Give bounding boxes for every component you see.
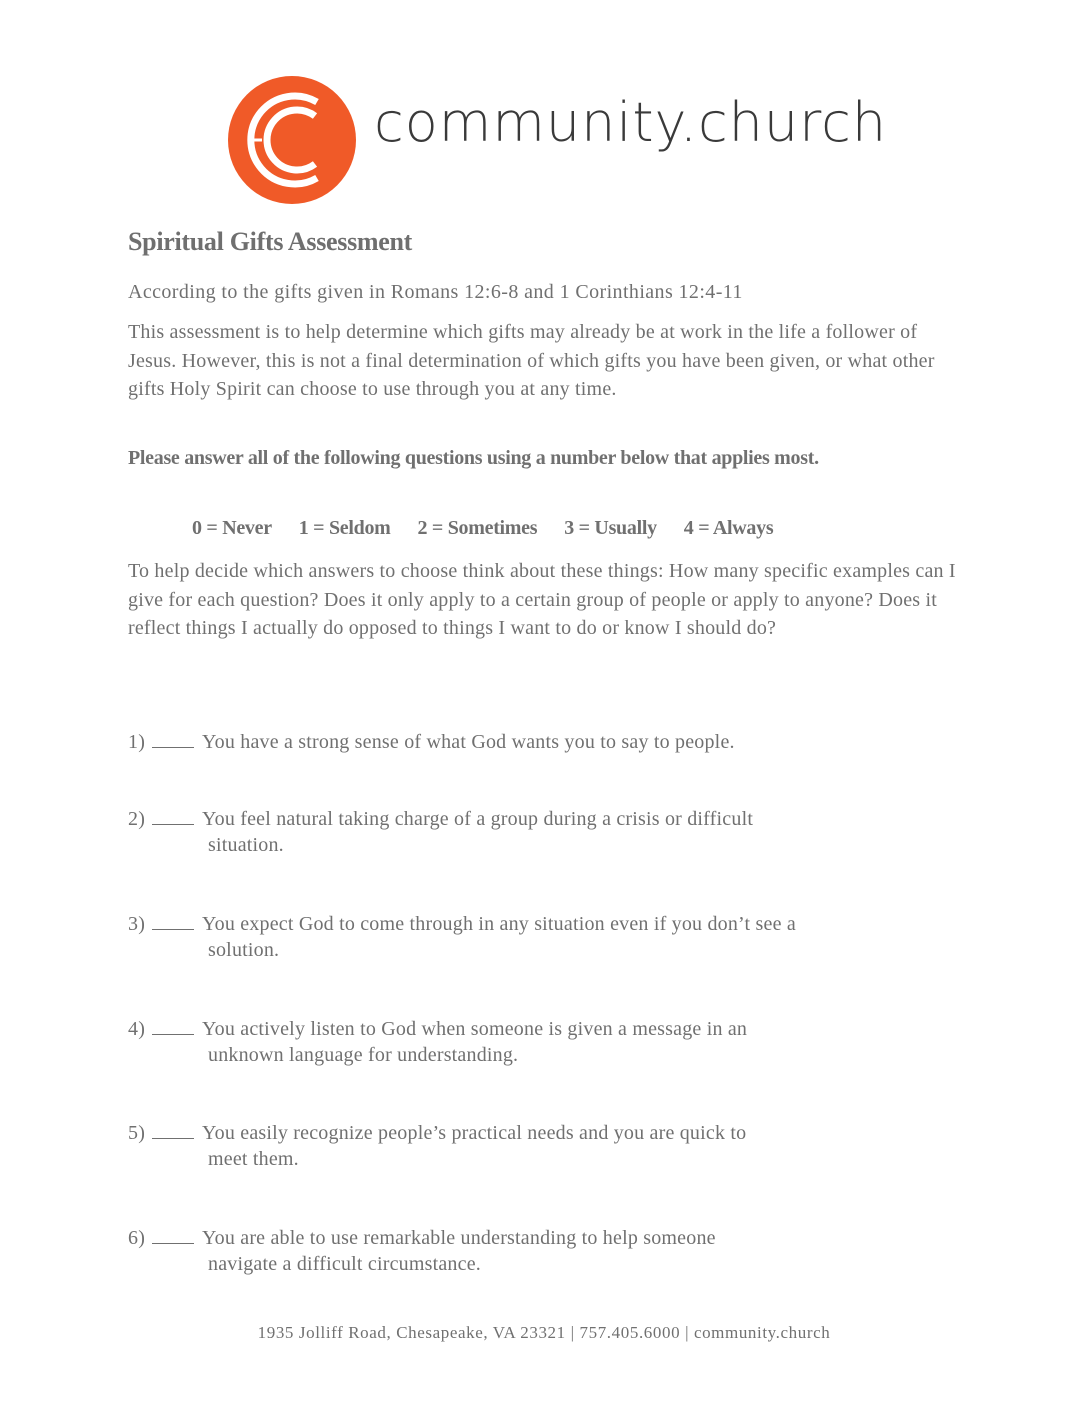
question-item bbox=[128, 1016, 968, 1068]
question-item bbox=[128, 729, 968, 755]
question-item bbox=[128, 1225, 968, 1277]
question-number: 6) bbox=[128, 1227, 146, 1249]
church-logo bbox=[226, 74, 888, 206]
footer-separator: | bbox=[685, 1323, 690, 1342]
answer-blank[interactable] bbox=[152, 806, 194, 825]
rating-scale bbox=[192, 514, 800, 542]
guidance-paragraph: To help decide which answers to choose think about these things: How many specific examples can I give for each question? Does it only apply to a certain group of people or apply to anyone? Does it reflect things I actually do opposed to things I want to do or know I should do? bbox=[128, 560, 956, 640]
footer-phone: 757.405.6000 bbox=[579, 1323, 681, 1342]
question-number: 5) bbox=[128, 1122, 146, 1144]
question-text: You are able to use remarkable understanding to help someone bbox=[202, 1227, 716, 1249]
question-number: 4) bbox=[128, 1018, 146, 1040]
question-text-continued: situation. bbox=[208, 834, 284, 856]
instruction-text: Please answer all of the following questions using a number below that applies most. bbox=[128, 447, 819, 469]
scale-item: 2 = Sometimes bbox=[417, 517, 538, 539]
question-number: 2) bbox=[128, 808, 146, 830]
answer-blank[interactable] bbox=[152, 1120, 194, 1139]
page-title: Spiritual Gifts Assessment bbox=[128, 227, 413, 256]
scale-item: 1 = Seldom bbox=[298, 517, 391, 539]
brand-name: community.church bbox=[374, 91, 888, 154]
scale-item: 0 = Never bbox=[192, 517, 272, 539]
assessment-document bbox=[128, 224, 968, 1275]
footer bbox=[0, 1322, 1088, 1344]
footer-separator: | bbox=[570, 1323, 575, 1342]
answer-blank[interactable] bbox=[152, 911, 194, 930]
question-text-continued: meet them. bbox=[208, 1148, 299, 1170]
footer-address: 1935 Jolliff Road, Chesapeake, VA 23321 bbox=[257, 1323, 566, 1342]
question-text: You expect God to come through in any situation even if you don’t see a bbox=[202, 913, 796, 935]
question-text-continued: solution. bbox=[208, 939, 280, 961]
scale-item: 4 = Always bbox=[683, 517, 774, 539]
footer-website[interactable]: community.church bbox=[693, 1323, 831, 1342]
question-number: 1) bbox=[128, 731, 146, 753]
scale-item: 3 = Usually bbox=[564, 517, 657, 539]
community-church-c-logo-icon bbox=[226, 74, 358, 206]
question-text: You actively listen to God when someone is given a message in an bbox=[202, 1018, 748, 1040]
intro-paragraph: This assessment is to help determine which gifts may already be at work in the life a follower of Jesus. However, this is not a final determination of which gifts you have been given, or what other gifts Holy Spirit can choose to use through you at any time. bbox=[128, 321, 935, 401]
answer-blank[interactable] bbox=[152, 1016, 194, 1035]
subtitle: According to the gifts given in Romans 12:6-8 and 1 Corinthians 12:4-11 bbox=[128, 281, 743, 303]
question-item bbox=[128, 806, 968, 858]
question-text-continued: navigate a difficult circumstance. bbox=[208, 1253, 481, 1275]
question-item bbox=[128, 911, 968, 963]
question-text-continued: unknown language for understanding. bbox=[208, 1044, 519, 1066]
question-number: 3) bbox=[128, 913, 146, 935]
question-text: You have a strong sense of what God wants you to say to people. bbox=[202, 731, 735, 753]
question-text: You feel natural taking charge of a group during a crisis or difficult bbox=[202, 808, 754, 830]
question-item bbox=[128, 1120, 968, 1172]
question-text: You easily recognize people’s practical needs and you are quick to bbox=[202, 1122, 747, 1144]
answer-blank[interactable] bbox=[152, 1225, 194, 1244]
answer-blank[interactable] bbox=[152, 729, 194, 748]
